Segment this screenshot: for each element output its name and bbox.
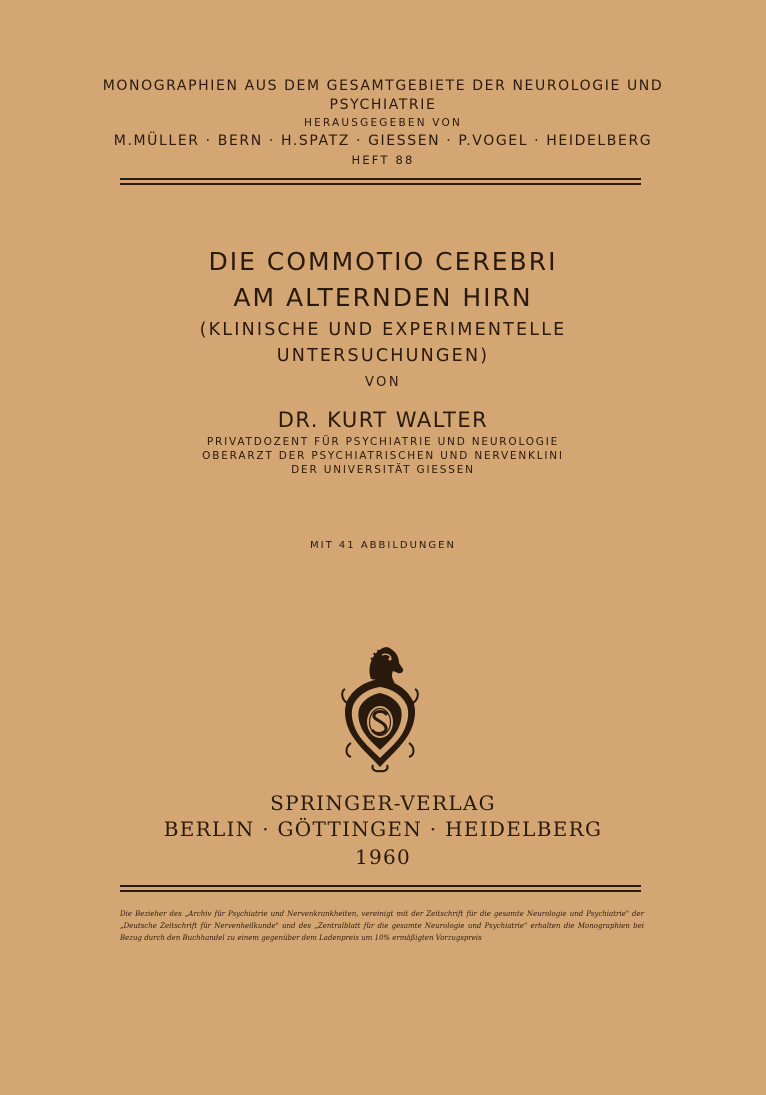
book-subtitle-line1: (KLINISCHE UND EXPERIMENTELLE bbox=[199, 320, 567, 340]
editors-line: M.MÜLLER · BERN · H.SPATZ · GIESSEN · P.VOGEL · HEIDELBERG bbox=[113, 133, 653, 149]
publication-year: 1960 bbox=[354, 845, 412, 869]
bottom-rule-2 bbox=[120, 890, 641, 892]
subscriber-discount-note: Die Bezieher des „Archiv für Psychiatrie und Nervenkrankheiten, vereinigt mit der Zeitschrift für die gesamte Neurologie und Psychiatrie" der „Deutsche Zeitschrift für Nervenheilkunde" und des „Zentralblatt für die gesamte Neurologie und Psychiatrie" erhalten die Monographien bei Bezug durch den Buchhandel zu einem gegenüber dem Ladenpreis um 10% ermäßigten Vorzugspreis bbox=[120, 910, 644, 942]
series-issue: HEFT 88 bbox=[351, 153, 415, 167]
illustrations-note: MIT 41 ABBILDUNGEN bbox=[310, 540, 456, 551]
series-title-line1: MONOGRAPHIEN AUS DEM GESAMTGEBIETE DER NEUROLOGIE UND bbox=[102, 78, 664, 94]
publisher-cities: BERLIN · GÖTTINGEN · HEIDELBERG bbox=[163, 817, 603, 841]
author-name: DR. KURT WALTER bbox=[277, 408, 489, 432]
springer-chess-knight-logo-icon bbox=[341, 643, 419, 773]
editors-label: HERAUSGEGEBEN VON bbox=[303, 117, 463, 129]
series-title-line2: PSYCHIATRIE bbox=[329, 97, 437, 113]
author-affiliation-3: DER UNIVERSITÄT GIESSEN bbox=[291, 464, 475, 476]
top-rule-1 bbox=[120, 178, 641, 180]
author-affiliation-1: PRIVATDOZENT FÜR PSYCHIATRIE UND NEUROLOGIE bbox=[206, 436, 560, 448]
bottom-rule-1 bbox=[120, 885, 641, 887]
top-rule-2 bbox=[120, 183, 641, 185]
author-affiliation-2: OBERARZT DER PSYCHIATRISCHEN UND NERVENKLINI bbox=[202, 450, 564, 462]
publisher-name: SPRINGER-VERLAG bbox=[270, 791, 496, 815]
book-title-line2: AM ALTERNDEN HIRN bbox=[233, 283, 533, 312]
book-title-line1: DIE COMMOTIO CEREBRI bbox=[208, 247, 558, 276]
author-von: VON bbox=[364, 375, 402, 390]
book-subtitle-line2: UNTERSUCHUNGEN) bbox=[276, 346, 490, 366]
